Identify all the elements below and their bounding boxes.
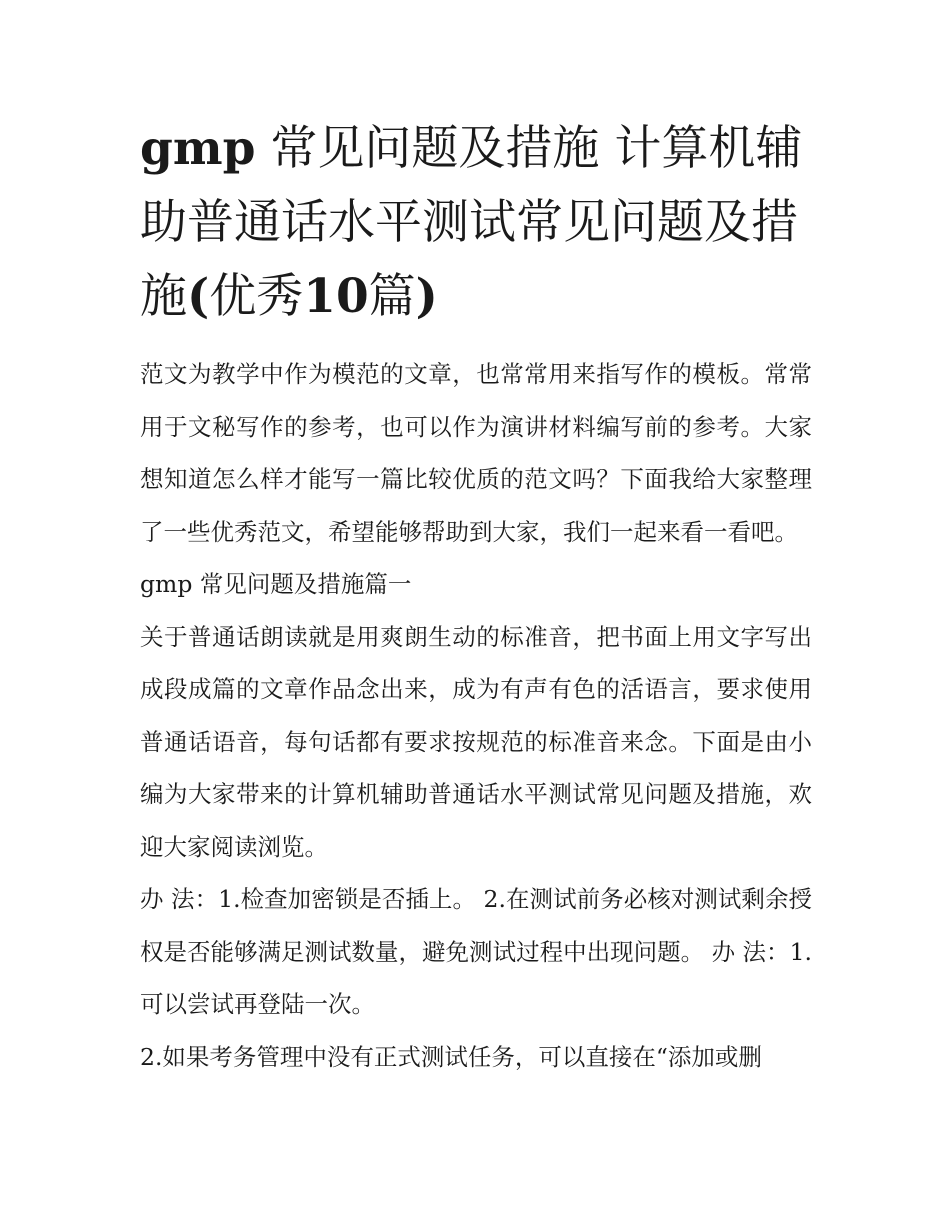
section-heading: gmp 常见问题及措施篇一	[140, 570, 412, 598]
paragraph-intro: 范文为教学中作为模范的文章，也常常用来指写作的模板。常常用于文秘写作的参考，也可以作为演讲材料编写前的参考。大家想知道怎么样才能写一篇比较优质的范文吗？下面我给大家整理了一些优秀范文，希望能够帮助到大家，我们一起来看一看吧。	[140, 360, 812, 546]
paragraph-reading: 关于普通话朗读就是用爽朗生动的标准音，把书面上用文字写出成段成篇的文章作品念出来，成为有声有色的活语言，要求使用普通话语音，每句话都有要求按规范的标准音来念。下面是由小编为大家带来的计算机辅助普通话水平测试常见问题及措施，欢迎大家阅读浏览。	[140, 622, 812, 861]
document-title: gmp 常见问题及措施 计算机辅助普通话水平测试常见问题及措施(优秀10篇)	[140, 121, 803, 324]
paragraph-methods-continued: 2.如果考务管理中没有正式测试任务，可以直接在“添加或删	[140, 1042, 762, 1071]
paragraph-methods: 办 法：1.检查加密锁是否插上。 2.在测试前务必核对测试剩余授权是否能够满足测试数量，避免测试过程中出现问题。 办 法：1.可以尝试再登陆一次。	[140, 885, 812, 1018]
document-page	[140, 112, 812, 1083]
document-body	[140, 348, 812, 1083]
